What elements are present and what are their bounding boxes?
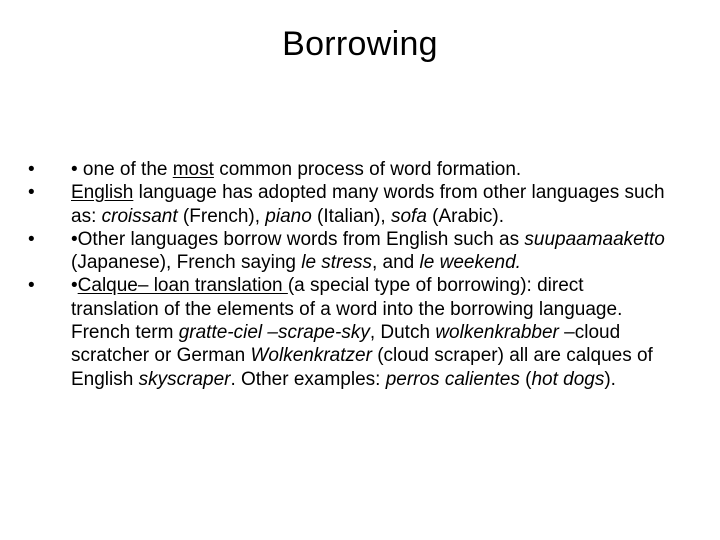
bullet-item [28,158,668,181]
bullet-text: •Other languages borrow words from English such as [71,228,525,250]
bullet-text: ( [519,368,532,390]
bullet-list [28,158,668,391]
bullet-text: (Arabic). [426,205,504,227]
italic-text: sofa [390,205,427,227]
bullet-text: (a special type of borrowing): direct translation of the elements of a word into the borrowing language. French term [71,275,623,344]
bullet-marker: • [28,182,35,204]
bullet-text: • [71,275,78,297]
bullet-text: (French), [177,205,266,227]
bullet-text: . Other examples: [230,368,386,390]
slide-title: Borrowing [282,25,438,63]
bullet-marker: • [28,275,35,297]
bullet-text: language has adopted many words from other languages such as: [71,182,665,227]
bullet-text: , Dutch [369,322,436,344]
italic-text: wolkenkrabber [435,322,559,344]
bullet-marker: • [28,159,35,180]
italic-text: skyscraper [138,368,231,390]
italic-text: le stress [301,252,372,274]
underlined-text: Calque– loan translation [77,275,288,297]
italic-text: croissant [101,205,178,227]
italic-text: gratte-ciel –scrape-sky [178,322,370,344]
bullet-item [28,274,668,390]
underlined-text: English [71,182,134,204]
italic-text: Wolkenkratzer [250,345,372,367]
bullet-item [28,181,668,228]
bullet-text: ). [604,368,616,390]
bullet-text: (Italian), [311,205,391,227]
bullet-text: , and [371,252,420,274]
bullet-item [28,228,668,275]
italic-text: perros calientes [385,368,520,390]
italic-text: piano [265,205,312,227]
bullet-text: common process of word formation. [213,159,522,180]
bullet-text: –cloud scratcher or German [71,322,621,367]
bullet-marker: • [28,228,35,250]
bullet-text: (Japanese), French saying [71,252,302,274]
bullet-text: • one of the [71,159,173,180]
italic-text: hot dogs [531,368,605,390]
bullet-text: (cloud scraper) all are calques of English [71,345,653,390]
italic-text: suupaamaaketto [524,228,665,250]
underlined-text: most [172,159,214,180]
italic-text: le weekend. [419,252,521,274]
